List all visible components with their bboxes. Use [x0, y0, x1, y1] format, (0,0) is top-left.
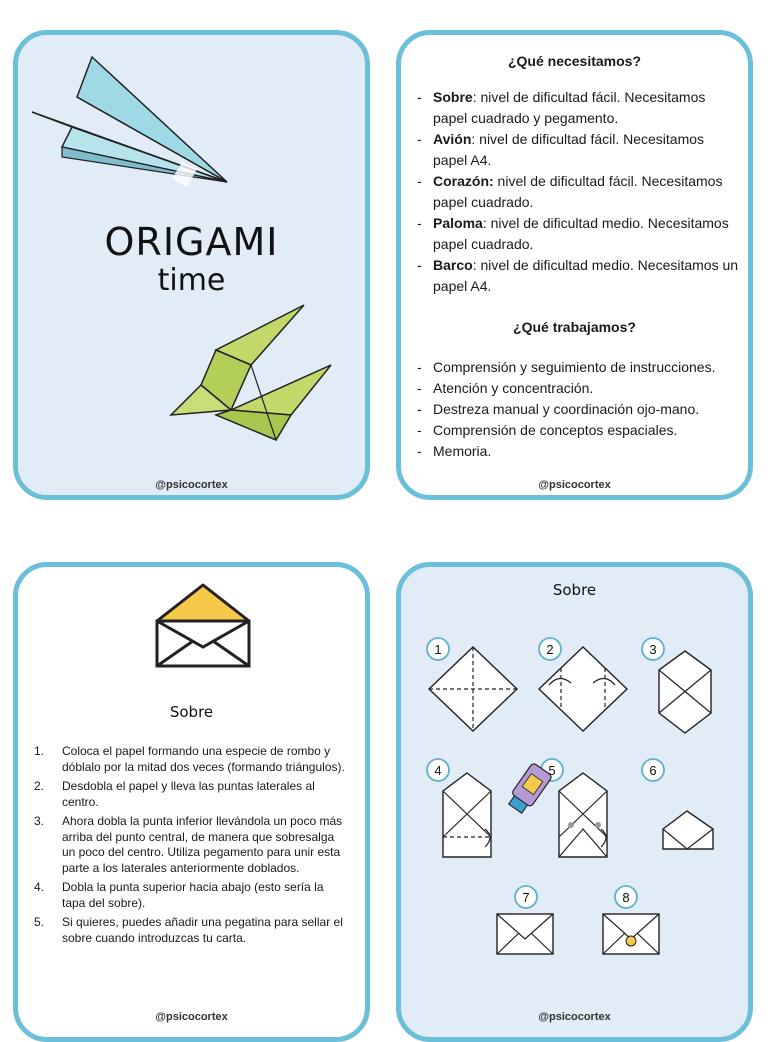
- needs-item: [409, 129, 740, 171]
- credit-text: @psicocortex: [538, 479, 611, 491]
- needs-item: [409, 255, 740, 297]
- credit-text: @psicocortex: [155, 479, 228, 491]
- needs-item-text: : nivel de dificultad medio. Necesitamos papel cuadrado.: [433, 215, 729, 252]
- needs-item-name: Sobre: [433, 89, 473, 105]
- step-item: [32, 779, 347, 810]
- paper-plane-icon: [32, 57, 232, 197]
- step-number: 3.: [34, 814, 45, 828]
- step-text: Si quieres, puedes añadir una pegatina para sellar el sobre cuando introduzcas tu carta.: [62, 915, 343, 945]
- work-item: - Memoria.: [409, 441, 740, 462]
- seal-sticker-icon: [626, 936, 636, 946]
- needs-item-name: Corazón:: [433, 173, 494, 189]
- credit-text: @psicocortex: [538, 1011, 611, 1023]
- envelope-icon: [155, 583, 251, 669]
- needs-item: [409, 171, 740, 213]
- step-number: 8: [622, 890, 630, 905]
- needs-item: [409, 213, 740, 255]
- needs-list: [409, 87, 740, 297]
- step-text: Coloca el papel formando una especie de rombo y dóblalo por la mitad dos veces (formando triángulos).: [62, 744, 345, 774]
- card-cover: [13, 30, 370, 500]
- step-item: [32, 744, 347, 775]
- folding-diagram: [401, 567, 748, 1037]
- needs-item-name: Paloma: [433, 215, 483, 231]
- work-list: [409, 357, 740, 462]
- needs-item-name: Avión: [433, 131, 472, 147]
- diagram-title: Sobre: [552, 581, 597, 599]
- credit-text: @psicocortex: [155, 1011, 228, 1023]
- needs-item: [409, 87, 740, 129]
- instructions-title: Sobre: [169, 703, 214, 721]
- cover-title: ORIGAMI: [104, 220, 279, 264]
- work-item: - Destreza manual y coordinación ojo-mano.: [409, 399, 740, 420]
- cover-subtitle: time: [157, 263, 226, 298]
- step-number: 4: [434, 763, 442, 778]
- step-number: 2: [546, 642, 554, 657]
- card-info: [396, 30, 753, 500]
- step-item: [32, 880, 347, 911]
- step-number: 7: [522, 890, 530, 905]
- step-number: 3: [649, 642, 657, 657]
- step-number: 5: [548, 763, 556, 778]
- steps-list: [32, 744, 347, 950]
- needs-item-text: : nivel de dificultad fácil. Necesitamos papel A4.: [433, 131, 705, 168]
- step-number: 5.: [34, 915, 45, 929]
- work-item: - Comprensión de conceptos espaciales.: [409, 420, 740, 441]
- step-item: [32, 814, 347, 876]
- needs-item-name: Barco: [433, 257, 473, 273]
- step-text: Ahora dobla la punta inferior llevándola un poco más arriba del punto central, de manera que sobresalga un poco del centro. Utiliza pegamento para unir esta parte a los laterales anteriormente doblados.: [62, 814, 343, 875]
- step-number: 4.: [34, 880, 45, 894]
- needs-heading: ¿Qué necesitamos?: [507, 53, 642, 69]
- work-heading: ¿Qué trabajamos?: [513, 319, 636, 335]
- work-item: - Atención y concentración.: [409, 378, 740, 399]
- needs-item-text: nivel de dificultad fácil. Necesitamos papel cuadrado.: [433, 173, 723, 210]
- step-number: 6: [649, 763, 657, 778]
- step-item: [32, 915, 347, 946]
- step-number: 1.: [34, 744, 45, 758]
- step-text: Dobla la punta superior hacia abajo (esto sería la tapa del sobre).: [62, 880, 324, 910]
- card-diagram: [396, 562, 753, 1042]
- needs-item-text: : nivel de dificultad medio. Necesitamos un papel A4.: [433, 257, 739, 294]
- step-number: 2.: [34, 779, 45, 793]
- step-text: Desdobla el papel y lleva las puntas laterales al centro.: [62, 779, 315, 809]
- origami-bird-icon: [171, 300, 351, 450]
- card-instructions: [13, 562, 370, 1042]
- needs-item-text: : nivel de dificultad fácil. Necesitamos papel cuadrado y pegamento.: [433, 89, 706, 126]
- step-number: 1: [434, 642, 442, 657]
- work-item: - Comprensión y seguimiento de instrucciones.: [409, 357, 740, 378]
